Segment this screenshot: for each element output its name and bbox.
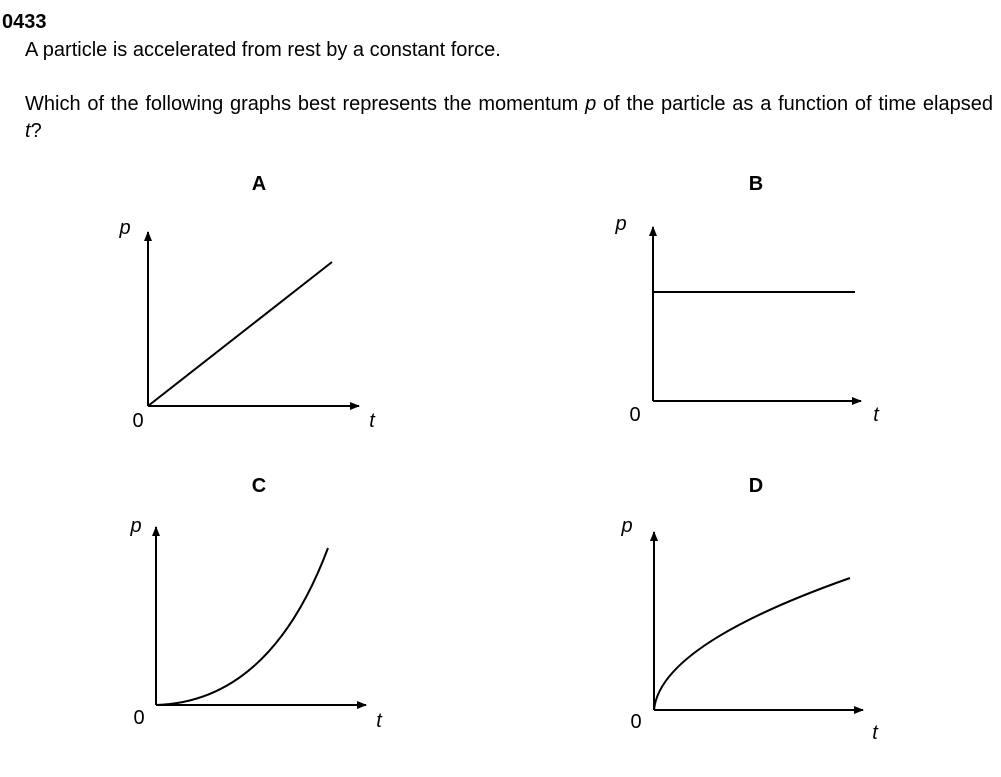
option-b-y-label: p (615, 213, 627, 235)
option-c-curve (156, 548, 328, 705)
option-a-graph (118, 173, 376, 432)
stem-var-t: t (25, 120, 31, 142)
option-d-curve (654, 578, 850, 710)
option-a-origin-label: 0 (132, 410, 144, 432)
stem-text-part1: Which of the following graphs best represents the momentum (25, 93, 586, 115)
option-b-letter: B (748, 173, 764, 195)
stem-text-part3: ? (30, 120, 42, 142)
option-a-y-label: p (119, 217, 131, 239)
option-b-graph (614, 173, 880, 426)
option-c-y-label: p (130, 515, 142, 537)
option-d-x-label: t (872, 722, 878, 744)
option-b-origin-label: 0 (629, 404, 641, 426)
option-c-origin-label: 0 (133, 707, 145, 729)
question-number: 0433 (2, 11, 47, 33)
option-c-letter: C (251, 475, 267, 497)
option-d-origin-label: 0 (630, 711, 642, 733)
option-b-x-label: t (873, 404, 879, 426)
option-c-graph (129, 475, 383, 732)
question-stem-line1: A particle is accelerated from rest by a constant force. (25, 39, 501, 61)
option-d-graph (620, 475, 879, 744)
option-d-y-label: p (621, 515, 633, 537)
stem-var-p: p (585, 93, 597, 115)
option-a-curve (148, 262, 332, 406)
option-a-x-label: t (369, 410, 375, 432)
stem-text-part2: of the particle as a function of time elapsed (596, 93, 993, 115)
option-c-x-label: t (376, 710, 382, 732)
option-a-letter: A (251, 173, 267, 195)
option-d-letter: D (748, 475, 764, 497)
